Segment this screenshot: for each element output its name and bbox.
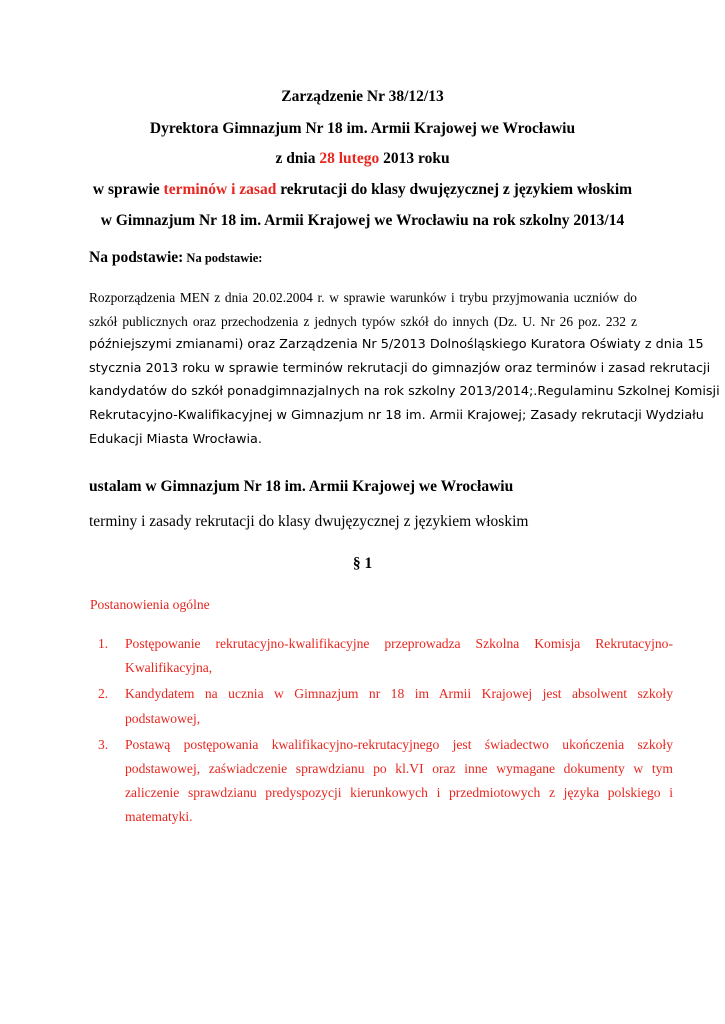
basis-paragraph	[89, 286, 720, 451]
section-heading	[90, 597, 210, 613]
basis-line: Rekrutacyjno-Kwalifikacyjnej w Gimnazjum nr 18 im. Armii Krajowej; Zasady rekrutacji Wydziału	[89, 407, 704, 423]
list-item-line: Postawą postępowania kwalifikacyjno-rekrutacyjnego jest świadectwo ukończenia szkoły	[125, 736, 673, 752]
basis-label-large: Na podstawie:	[89, 249, 184, 266]
subject-prefix: w sprawie	[92, 181, 164, 198]
list-item	[98, 682, 673, 730]
list-item-line: Postępowanie rekrutacyjno-kwalifikacyjne przeprowadza Szkolna Komisja Rekrutacyjno-	[125, 636, 673, 651]
list-item-line: Kwalifikacyjna,	[125, 660, 213, 676]
basis-heading	[89, 249, 262, 267]
basis-line: późniejszymi zmianami) oraz Zarządzenia Nr 5/2013 Dolnośląskiego Kuratora Oświaty z dnia 15	[89, 337, 704, 353]
decision-subject	[89, 513, 528, 531]
basis-line: kandydatów do szkół ponadgimnazjalnych na rok szkolny 2013/2014;.Regulaminu Szkolnej Komisji	[89, 384, 720, 400]
subject-line	[0, 181, 725, 199]
list-item-line: podstawowej, zaświadczenie sprawdzianu po kl.VI oraz inne wymagane dokumenty w tym	[125, 761, 673, 777]
issuer-line	[0, 120, 725, 138]
basis-line: szkół publicznych oraz przechodzenia z jednych typów szkół do innych (Dz. U. Nr 26 poz. 232 z	[89, 313, 637, 329]
list-item-number: 3.	[98, 736, 109, 752]
rules-list	[89, 632, 673, 830]
section-heading-text: Postanowienia ogólne	[90, 597, 210, 612]
list-item-line: Kandydatem na ucznia w Gimnazjum nr 18 im Armii Krajowej jest absolwent szkoły	[125, 686, 673, 702]
list-item-number: 2.	[98, 686, 109, 702]
date-line	[0, 150, 725, 168]
subject-highlight: terminów i zasad	[163, 181, 277, 198]
date-suffix: 2013 roku	[379, 150, 450, 167]
date-highlight: 28 lutego	[319, 150, 380, 167]
document-title	[0, 88, 725, 106]
basis-line: Rozporządzenia MEN z dnia 20.02.2004 r. w sprawie warunków i trybu przyjmowania uczniów do	[89, 290, 637, 305]
paragraph-sign: § 1	[352, 555, 373, 572]
list-item-line: podstawowej,	[125, 710, 201, 726]
title-number: Zarządzenie Nr 38/12/13	[281, 88, 444, 105]
subject-suffix: rekrutacji do klasy dwujęzycznej z językiem włoskim	[276, 181, 633, 198]
list-item-line: zaliczenie sprawdzianu predyspozycji kierunkowych i przedmiotowych z języka polskiego i	[125, 785, 673, 801]
list-item-line: matematyki.	[125, 809, 193, 825]
decision-heading	[89, 478, 513, 496]
school-year-line	[0, 212, 725, 230]
basis-line: stycznia 2013 roku w sprawie terminów rekrutacji do gimnazjów oraz terminów i zasad rekrutacji	[89, 360, 711, 376]
list-item	[98, 632, 673, 680]
list-item-number: 1.	[98, 636, 109, 651]
list-item	[98, 733, 673, 830]
issuer-text: Dyrektora Gimnazjum Nr 18 im. Armii Krajowej we Wrocławiu	[149, 120, 576, 137]
decision-subject-text: terminy i zasady rekrutacji do klasy dwujęzycznej z językiem włoskim	[89, 513, 529, 530]
basis-line: Edukacji Miasta Wrocławia.	[89, 431, 262, 447]
decision-text: ustalam w Gimnazjum Nr 18 im. Armii Krajowej we Wrocławiu	[89, 478, 514, 495]
basis-label-small: Na podstawie:	[183, 251, 263, 265]
section-mark	[0, 555, 725, 573]
school-year-text: w Gimnazjum Nr 18 im. Armii Krajowej we Wrocławiu na rok szkolny 2013/14	[100, 212, 625, 229]
date-prefix: z dnia	[275, 150, 320, 167]
